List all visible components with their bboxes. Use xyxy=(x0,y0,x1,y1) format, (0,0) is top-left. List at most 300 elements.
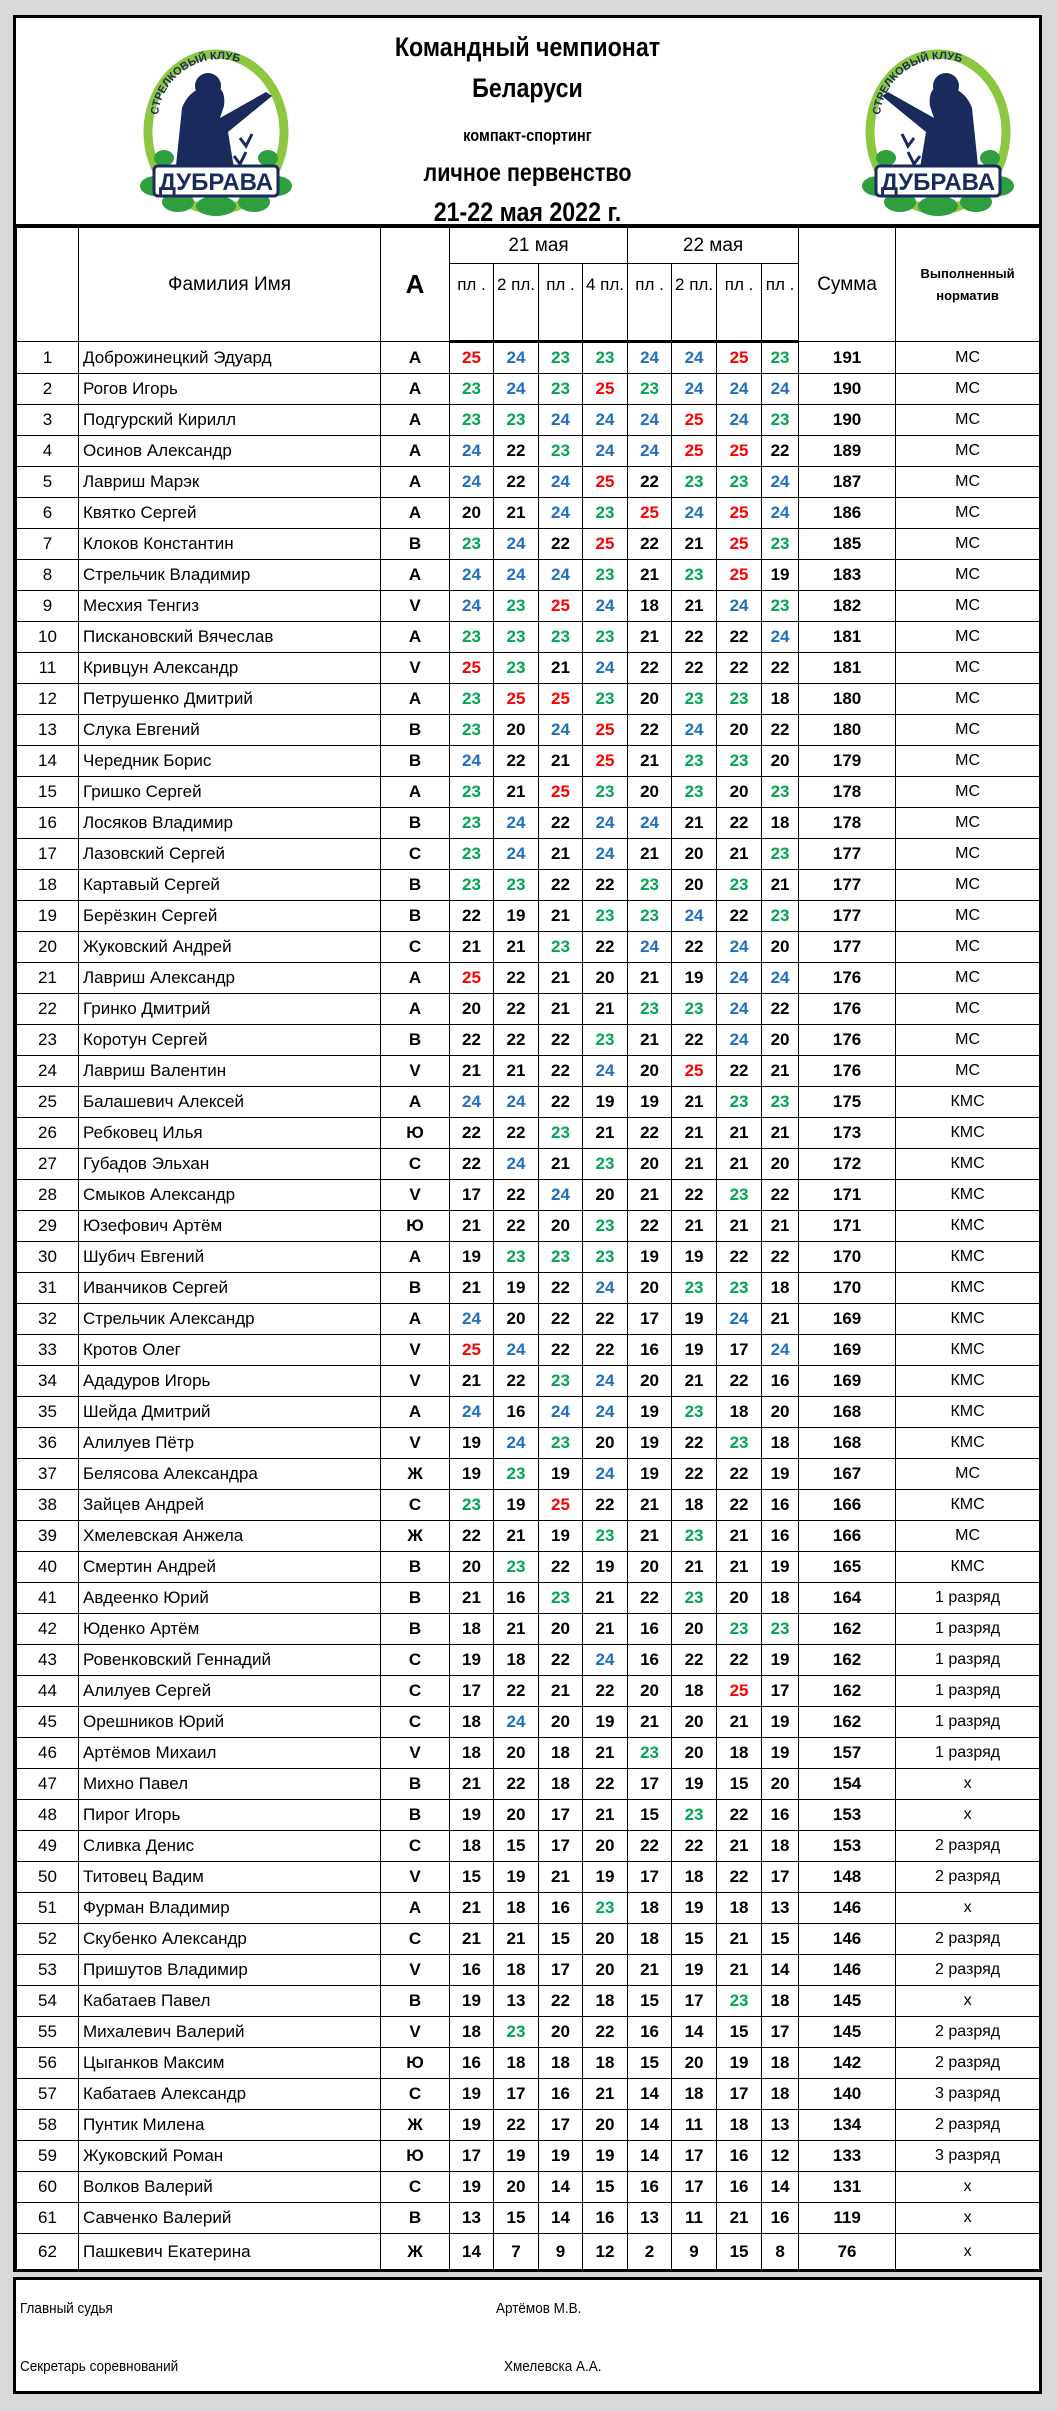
round-score: 21 xyxy=(672,1552,717,1583)
athlete-class: A xyxy=(381,498,450,529)
round-score: 20 xyxy=(583,1924,628,1955)
athlete-name: Смертин Андрей xyxy=(79,1552,381,1583)
place-number: 60 xyxy=(17,2172,79,2203)
round-score: 25 xyxy=(717,560,762,591)
round-score: 23 xyxy=(583,901,628,932)
round-score: 22 xyxy=(628,1211,672,1242)
round-score: 17 xyxy=(672,2172,717,2203)
table-row xyxy=(17,901,1040,932)
round-score: 19 xyxy=(672,1955,717,1986)
round-score: 23 xyxy=(762,1087,799,1118)
table-row xyxy=(17,1955,1040,1986)
round-score: 21 xyxy=(628,746,672,777)
round-score: 24 xyxy=(494,1428,539,1459)
round-score: 22 xyxy=(717,1800,762,1831)
qualification: x xyxy=(896,1986,1040,2017)
round-score: 23 xyxy=(539,1118,583,1149)
round-score: 20 xyxy=(628,1552,672,1583)
round-score: 19 xyxy=(494,901,539,932)
round-score: 9 xyxy=(672,2234,717,2271)
round-score: 19 xyxy=(583,1087,628,1118)
athlete-class: V xyxy=(381,1738,450,1769)
round-score: 23 xyxy=(762,839,799,870)
athlete-class: C xyxy=(381,839,450,870)
round-score: 19 xyxy=(583,2141,628,2172)
total-score: 185 xyxy=(799,529,896,560)
round-score: 24 xyxy=(583,1273,628,1304)
total-score: 171 xyxy=(799,1180,896,1211)
round-score: 8 xyxy=(762,2234,799,2271)
total-score: 170 xyxy=(799,1273,896,1304)
round-score: 23 xyxy=(494,405,539,436)
round-score: 23 xyxy=(762,342,799,374)
round-score: 7 xyxy=(494,2234,539,2271)
round-score: 24 xyxy=(494,1149,539,1180)
round-score: 25 xyxy=(717,1676,762,1707)
round-score: 19 xyxy=(583,1707,628,1738)
round-score: 22 xyxy=(494,1676,539,1707)
table-row xyxy=(17,839,1040,870)
place-number: 15 xyxy=(17,777,79,808)
athlete-name: Пришутов Владимир xyxy=(79,1955,381,1986)
total-score: 146 xyxy=(799,1955,896,1986)
round-score: 22 xyxy=(450,1025,494,1056)
round-score: 18 xyxy=(717,1738,762,1769)
qualification: 1 разряд xyxy=(896,1676,1040,1707)
header-number xyxy=(17,228,79,342)
round-score: 22 xyxy=(628,467,672,498)
round-score: 20 xyxy=(539,1211,583,1242)
round-score: 22 xyxy=(717,1490,762,1521)
round-score: 18 xyxy=(494,1893,539,1924)
round-score: 24 xyxy=(762,374,799,405)
round-score: 21 xyxy=(539,839,583,870)
round-score: 21 xyxy=(672,808,717,839)
round-score: 21 xyxy=(672,1211,717,1242)
table-row xyxy=(17,467,1040,498)
place-number: 25 xyxy=(17,1087,79,1118)
athlete-name: Лавриш Марэк xyxy=(79,467,381,498)
place-number: 46 xyxy=(17,1738,79,1769)
round-score: 22 xyxy=(494,1118,539,1149)
round-score: 20 xyxy=(672,1614,717,1645)
athlete-class: Ю xyxy=(381,1211,450,1242)
total-score: 119 xyxy=(799,2203,896,2234)
round-score: 24 xyxy=(494,529,539,560)
round-score: 24 xyxy=(539,560,583,591)
round-score: 23 xyxy=(450,529,494,560)
place-number: 51 xyxy=(17,1893,79,1924)
athlete-name: Лавриш Валентин xyxy=(79,1056,381,1087)
round-score: 22 xyxy=(628,653,672,684)
qualification: КМС xyxy=(896,1118,1040,1149)
round-score: 23 xyxy=(583,622,628,653)
qualification: 2 разряд xyxy=(896,1862,1040,1893)
round-score: 14 xyxy=(450,2234,494,2271)
athlete-class: C xyxy=(381,2172,450,2203)
round-score: 18 xyxy=(628,591,672,622)
qualification: МС xyxy=(896,467,1040,498)
header-round-3: пл . xyxy=(539,264,583,342)
round-score: 17 xyxy=(762,1676,799,1707)
round-score: 24 xyxy=(494,1335,539,1366)
round-score: 25 xyxy=(672,436,717,467)
round-score: 22 xyxy=(628,1583,672,1614)
round-score: 12 xyxy=(583,2234,628,2271)
round-score: 19 xyxy=(672,1335,717,1366)
athlete-name: Зайцев Андрей xyxy=(79,1490,381,1521)
round-score: 16 xyxy=(762,2203,799,2234)
round-score: 18 xyxy=(450,1831,494,1862)
round-score: 23 xyxy=(717,1428,762,1459)
athlete-class: Ю xyxy=(381,2141,450,2172)
total-score: 170 xyxy=(799,1242,896,1273)
round-score: 23 xyxy=(494,591,539,622)
round-score: 24 xyxy=(583,1459,628,1490)
table-row xyxy=(17,2141,1040,2172)
round-score: 20 xyxy=(717,777,762,808)
round-score: 20 xyxy=(762,932,799,963)
round-score: 17 xyxy=(450,2141,494,2172)
round-score: 21 xyxy=(494,498,539,529)
round-score: 16 xyxy=(583,2203,628,2234)
round-score: 24 xyxy=(583,1645,628,1676)
discipline: компакт-спортинг xyxy=(463,126,592,145)
athlete-name: Балашевич Алексей xyxy=(79,1087,381,1118)
round-score: 23 xyxy=(762,405,799,436)
round-score: 23 xyxy=(583,684,628,715)
total-score: 181 xyxy=(799,653,896,684)
round-score: 16 xyxy=(450,2048,494,2079)
athlete-class: A xyxy=(381,1087,450,1118)
total-score: 176 xyxy=(799,994,896,1025)
athlete-name: Белясова Александра xyxy=(79,1459,381,1490)
round-score: 21 xyxy=(628,1707,672,1738)
secretary-name: Хмелевска А.А. xyxy=(504,2358,602,2375)
round-score: 23 xyxy=(672,1800,717,1831)
round-score: 21 xyxy=(539,1862,583,1893)
qualification: МС xyxy=(896,932,1040,963)
qualification: МС xyxy=(896,436,1040,467)
round-score: 24 xyxy=(450,591,494,622)
round-score: 24 xyxy=(717,932,762,963)
table-row xyxy=(17,2017,1040,2048)
total-score: 134 xyxy=(799,2110,896,2141)
round-score: 14 xyxy=(762,1955,799,1986)
qualification: КМС xyxy=(896,1211,1040,1242)
athlete-class: Ю xyxy=(381,1118,450,1149)
athlete-class: B xyxy=(381,529,450,560)
round-score: 23 xyxy=(539,1242,583,1273)
round-score: 23 xyxy=(450,808,494,839)
place-number: 29 xyxy=(17,1211,79,1242)
round-score: 19 xyxy=(672,1304,717,1335)
qualification: 1 разряд xyxy=(896,1614,1040,1645)
round-score: 21 xyxy=(672,1118,717,1149)
header-class: A xyxy=(381,228,450,342)
round-score: 21 xyxy=(494,777,539,808)
round-score: 24 xyxy=(717,994,762,1025)
round-score: 22 xyxy=(717,1366,762,1397)
round-score: 25 xyxy=(539,1490,583,1521)
round-score: 24 xyxy=(583,436,628,467)
event-type: личное первенство xyxy=(423,159,632,187)
total-score: 133 xyxy=(799,2141,896,2172)
athlete-name: Картавый Сергей xyxy=(79,870,381,901)
round-score: 16 xyxy=(762,1521,799,1552)
table-row xyxy=(17,1800,1040,1831)
place-number: 40 xyxy=(17,1552,79,1583)
athlete-class: Ю xyxy=(381,2048,450,2079)
round-score: 20 xyxy=(450,994,494,1025)
qualification: МС xyxy=(896,715,1040,746)
round-score: 23 xyxy=(450,870,494,901)
round-score: 21 xyxy=(717,1149,762,1180)
round-score: 24 xyxy=(672,901,717,932)
athlete-class: B xyxy=(381,2203,450,2234)
round-score: 15 xyxy=(494,1831,539,1862)
round-score: 19 xyxy=(672,1893,717,1924)
round-score: 17 xyxy=(539,2110,583,2141)
place-number: 10 xyxy=(17,622,79,653)
round-score: 19 xyxy=(628,1397,672,1428)
table-row xyxy=(17,560,1040,591)
round-score: 24 xyxy=(494,1087,539,1118)
round-score: 21 xyxy=(539,1149,583,1180)
round-score: 22 xyxy=(539,870,583,901)
round-score: 24 xyxy=(717,1304,762,1335)
round-score: 23 xyxy=(539,1428,583,1459)
round-score: 21 xyxy=(672,529,717,560)
round-score: 24 xyxy=(672,342,717,374)
round-score: 23 xyxy=(539,932,583,963)
total-score: 166 xyxy=(799,1521,896,1552)
qualification: КМС xyxy=(896,1180,1040,1211)
round-score: 22 xyxy=(539,1986,583,2017)
round-score: 18 xyxy=(762,2079,799,2110)
round-score: 18 xyxy=(450,1707,494,1738)
round-score: 19 xyxy=(762,1552,799,1583)
athlete-class: B xyxy=(381,746,450,777)
round-score: 16 xyxy=(450,1955,494,1986)
round-score: 18 xyxy=(717,1397,762,1428)
athlete-name: Пунтик Милена xyxy=(79,2110,381,2141)
place-number: 62 xyxy=(17,2234,79,2271)
round-score: 22 xyxy=(583,1304,628,1335)
place-number: 22 xyxy=(17,994,79,1025)
round-score: 23 xyxy=(672,1273,717,1304)
round-score: 20 xyxy=(672,2048,717,2079)
athlete-name: Стрельчик Владимир xyxy=(79,560,381,591)
round-score: 18 xyxy=(717,1893,762,1924)
table-row xyxy=(17,2203,1040,2234)
round-score: 23 xyxy=(450,839,494,870)
round-score: 15 xyxy=(717,2017,762,2048)
place-number: 30 xyxy=(17,1242,79,1273)
round-score: 24 xyxy=(494,1707,539,1738)
round-score: 23 xyxy=(494,2017,539,2048)
round-score: 15 xyxy=(494,2203,539,2234)
place-number: 5 xyxy=(17,467,79,498)
round-score: 23 xyxy=(583,342,628,374)
title-line-1: Командный чемпионат xyxy=(394,32,661,62)
round-score: 22 xyxy=(539,1273,583,1304)
round-score: 21 xyxy=(450,1769,494,1800)
round-score: 18 xyxy=(539,2048,583,2079)
round-score: 13 xyxy=(450,2203,494,2234)
place-number: 17 xyxy=(17,839,79,870)
round-score: 23 xyxy=(717,684,762,715)
round-score: 22 xyxy=(717,1862,762,1893)
athlete-name: Клоков Константин xyxy=(79,529,381,560)
qualification: МС xyxy=(896,1056,1040,1087)
total-score: 145 xyxy=(799,2017,896,2048)
athlete-class: A xyxy=(381,436,450,467)
round-score: 20 xyxy=(672,839,717,870)
round-score: 22 xyxy=(717,901,762,932)
round-score: 21 xyxy=(628,1490,672,1521)
round-score: 21 xyxy=(628,1521,672,1552)
athlete-name: Шубич Евгений xyxy=(79,1242,381,1273)
round-score: 20 xyxy=(539,1614,583,1645)
round-score: 20 xyxy=(583,2110,628,2141)
round-score: 24 xyxy=(450,436,494,467)
round-score: 25 xyxy=(717,498,762,529)
round-score: 20 xyxy=(539,1707,583,1738)
round-score: 22 xyxy=(583,870,628,901)
round-score: 24 xyxy=(717,1025,762,1056)
header-round-8: пл . xyxy=(762,264,799,342)
round-score: 19 xyxy=(450,2110,494,2141)
athlete-name: Подгурский Кирилл xyxy=(79,405,381,436)
header-round-2: 2 пл. xyxy=(494,264,539,342)
round-score: 25 xyxy=(583,467,628,498)
round-score: 20 xyxy=(494,2172,539,2203)
qualification: КМС xyxy=(896,1397,1040,1428)
round-score: 23 xyxy=(494,1242,539,1273)
round-score: 24 xyxy=(583,808,628,839)
round-score: 18 xyxy=(583,2048,628,2079)
round-score: 20 xyxy=(583,1428,628,1459)
round-score: 25 xyxy=(717,529,762,560)
athlete-name: Ровенковский Геннадий xyxy=(79,1645,381,1676)
athlete-class: C xyxy=(381,1490,450,1521)
athlete-name: Цыганков Максим xyxy=(79,2048,381,2079)
athlete-name: Артёмов Михаил xyxy=(79,1738,381,1769)
header-norm: Выполненный норматив xyxy=(896,228,1040,342)
round-score: 22 xyxy=(672,1180,717,1211)
round-score: 22 xyxy=(717,1242,762,1273)
round-score: 19 xyxy=(762,1645,799,1676)
chief-judge-name: Артёмов М.В. xyxy=(496,2300,582,2317)
round-score: 24 xyxy=(583,1397,628,1428)
athlete-class: B xyxy=(381,870,450,901)
athlete-name: Осинов Александр xyxy=(79,436,381,467)
athlete-name: Коротун Сергей xyxy=(79,1025,381,1056)
table-row xyxy=(17,591,1040,622)
round-score: 23 xyxy=(672,1521,717,1552)
round-score: 18 xyxy=(762,808,799,839)
total-score: 146 xyxy=(799,1924,896,1955)
round-score: 17 xyxy=(672,2141,717,2172)
table-row xyxy=(17,1242,1040,1273)
round-score: 20 xyxy=(628,1056,672,1087)
place-number: 13 xyxy=(17,715,79,746)
round-score: 25 xyxy=(450,653,494,684)
total-score: 146 xyxy=(799,1893,896,1924)
header-round-6: 2 пл. xyxy=(672,264,717,342)
place-number: 21 xyxy=(17,963,79,994)
place-number: 54 xyxy=(17,1986,79,2017)
round-score: 16 xyxy=(717,2141,762,2172)
round-score: 21 xyxy=(450,1211,494,1242)
round-score: 19 xyxy=(583,1862,628,1893)
round-score: 21 xyxy=(628,1955,672,1986)
round-score: 13 xyxy=(494,1986,539,2017)
athlete-name: Сливка Денис xyxy=(79,1831,381,1862)
table-row xyxy=(17,870,1040,901)
round-score: 16 xyxy=(494,1583,539,1614)
athlete-name: Берёзкин Сергей xyxy=(79,901,381,932)
athlete-class: C xyxy=(381,1707,450,1738)
athlete-class: Ж xyxy=(381,1459,450,1490)
athlete-class: A xyxy=(381,342,450,374)
round-score: 25 xyxy=(539,591,583,622)
round-score: 18 xyxy=(672,2079,717,2110)
table-row xyxy=(17,684,1040,715)
round-score: 18 xyxy=(762,1986,799,2017)
athlete-class: C xyxy=(381,1831,450,1862)
round-score: 22 xyxy=(583,932,628,963)
round-score: 20 xyxy=(628,684,672,715)
round-score: 23 xyxy=(762,529,799,560)
round-score: 22 xyxy=(450,901,494,932)
round-score: 25 xyxy=(583,529,628,560)
athlete-name: Лазовский Сергей xyxy=(79,839,381,870)
round-score: 22 xyxy=(539,1025,583,1056)
round-score: 18 xyxy=(672,1676,717,1707)
athlete-class: B xyxy=(381,1025,450,1056)
round-score: 23 xyxy=(583,777,628,808)
table-row xyxy=(17,1397,1040,1428)
athlete-name: Волков Валерий xyxy=(79,2172,381,2203)
round-score: 23 xyxy=(628,374,672,405)
round-score: 24 xyxy=(494,839,539,870)
athlete-class: A xyxy=(381,1304,450,1335)
round-score: 2 xyxy=(628,2234,672,2271)
table-row xyxy=(17,2234,1040,2271)
round-score: 22 xyxy=(450,1149,494,1180)
table-row xyxy=(17,2048,1040,2079)
qualification: 1 разряд xyxy=(896,1707,1040,1738)
round-score: 22 xyxy=(494,1025,539,1056)
table-row xyxy=(17,715,1040,746)
round-score: 25 xyxy=(583,374,628,405)
athlete-name: Доброжинецкий Эдуард xyxy=(79,342,381,374)
round-score: 23 xyxy=(539,342,583,374)
qualification: МС xyxy=(896,808,1040,839)
athlete-name: Михалевич Валерий xyxy=(79,2017,381,2048)
table-row xyxy=(17,1552,1040,1583)
qualification: КМС xyxy=(896,1087,1040,1118)
round-score: 22 xyxy=(450,1521,494,1552)
round-score: 19 xyxy=(450,1242,494,1273)
round-score: 11 xyxy=(672,2110,717,2141)
qualification: 1 разряд xyxy=(896,1583,1040,1614)
table-row xyxy=(17,2110,1040,2141)
round-score: 24 xyxy=(539,1397,583,1428)
round-score: 24 xyxy=(628,808,672,839)
